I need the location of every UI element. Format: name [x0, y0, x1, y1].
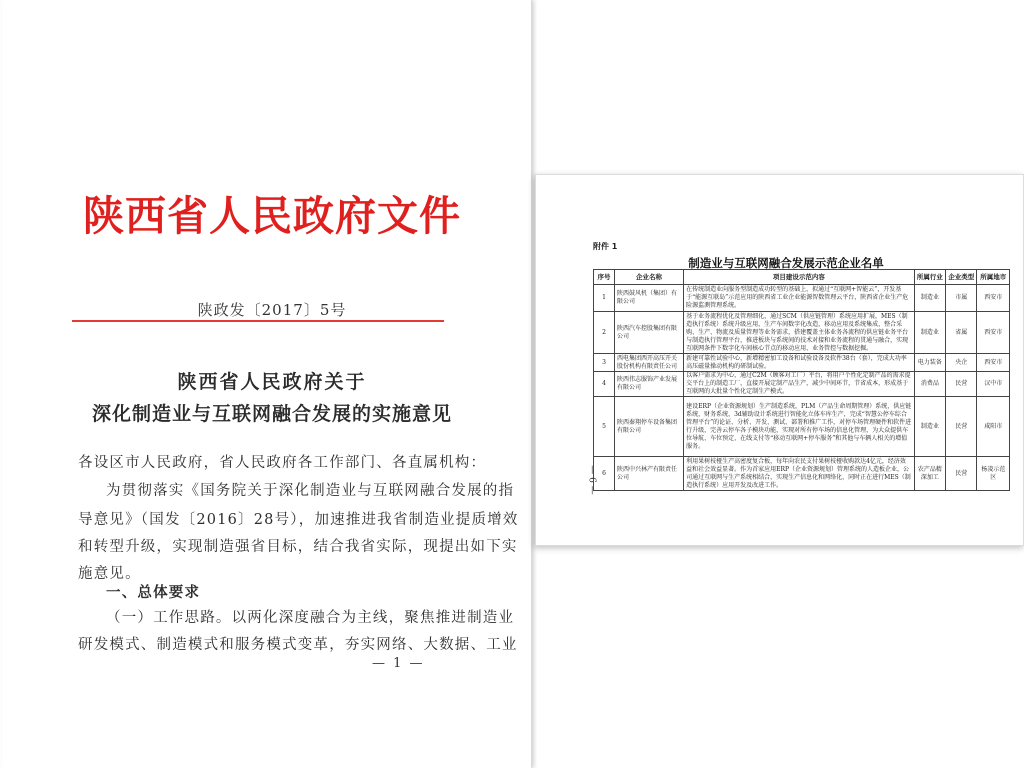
cell-city: 汉中市: [977, 372, 1010, 397]
cell-number: 2: [594, 312, 615, 354]
section-heading: 一、总体要求: [106, 584, 201, 601]
body-line: 各设区市人民政府，省人民政府各工作部门、各直属机构：: [78, 455, 487, 471]
document-title-line2: 深化制造业与互联网融合发展的实施意见: [91, 403, 452, 425]
table-row: [594, 354, 1010, 372]
body-line: 导意见》（国发〔2016〕28号），加速推进我省制造业提质增效: [78, 512, 519, 528]
header-cell: 企业类型: [946, 270, 977, 285]
document-title-line1: 陕西省人民政府关于: [177, 371, 367, 393]
header-cell: 所属行业: [914, 270, 945, 285]
cell-number: 4: [594, 372, 615, 397]
cell-number: 1: [594, 285, 615, 312]
cell-type: 央企: [946, 354, 977, 372]
cell-city: 西安市: [977, 285, 1010, 312]
cell-type: 民营: [946, 457, 977, 491]
cell-number: 5: [594, 397, 615, 457]
cell-industry: 农产品精深加工: [914, 457, 945, 491]
cell-industry: 制造业: [914, 312, 945, 354]
company-table: [593, 269, 1010, 491]
cell-industry: 电力装备: [914, 354, 945, 372]
side-page-number: — 6 —: [586, 465, 597, 495]
document-page-left: [2, 0, 532, 768]
table-row: [594, 457, 1010, 491]
cell-industry: 制造业: [914, 397, 945, 457]
cell-city: 杨凌示范区: [977, 457, 1010, 491]
table-title: 制造业与互联网融合发展示范企业名单: [688, 256, 884, 270]
table-row: [594, 285, 1010, 312]
cell-content: 新建可靠性试验中心，新增精密加工设备和试验设备及软件38台（套），完成大功率高压磁量操动机构的研制试验。: [684, 354, 915, 372]
cell-industry: 制造业: [914, 285, 945, 312]
table-row: [594, 372, 1010, 397]
header-cell: 项目建设示范内容: [684, 270, 915, 285]
header-cell: 企业名称: [614, 270, 683, 285]
cell-number: 3: [594, 354, 615, 372]
cell-company: 陕西秦翔停车设备集团有限公司: [614, 397, 683, 457]
document-number: 陕政发〔2017〕5号: [197, 301, 347, 319]
table-row: [594, 397, 1010, 457]
cell-content: 建设ERP（企业资源规划）生产制造系统，PLM（产品生命周期管理）系统，供应链系统，财务系统，3d辅助设计系统进行智能化立体车库生产，完成“智慧公停车综合管理平台”的论证、分析、开发、测试、部署和推广工作，对停车场管理硬件和软件进行升级，完善云停车各子模块功能，实现对所有停车场的信息化管理，为大众提供车位导航、车位预定、在线支付等“移动互联网+停车服务”和其他与车辆人相关的增值服务。: [684, 397, 915, 457]
cell-type: 市属: [946, 285, 977, 312]
cell-content: 在传统制造业向服务型制造成功转型的基础上，拟通过“互联网+智能云”，开发基于“能源互联岛”示范应用的陕西省工业企业能源智数管理云平台，陕西省企业生产危险源监测管理系统。: [684, 285, 915, 312]
document-page-right: [535, 174, 1024, 546]
body-line: 和转型升级，实现制造强省目标，结合我省实际，现提出如下实: [78, 539, 518, 555]
cell-type: 省属: [946, 312, 977, 354]
cell-city: 西安市: [977, 354, 1010, 372]
body-line: 研发模式、制造模式和服务模式变革，夯实网络、大数据、工业: [78, 637, 518, 653]
cell-content: 利用果树枝桠生产高密度复合板，每年向农民支付果树枝桠收购款达4亿元，经济效益和社会效益显著。作为首家应用ERP（企业资源规划）管理系统的人造板企业，公司通过互联网与生产系统相结合，实现生产信息化和网络化，同时正在进行MES（制造执行系统）应用开发及改进工作。: [684, 457, 915, 491]
cell-type: 民营: [946, 397, 977, 457]
cell-company: 陕西汽车控股集团有限公司: [614, 312, 683, 354]
cell-company: 西电集团西开高压开关股份机构有限责任公司: [614, 354, 683, 372]
annex-label: 附件 1: [593, 242, 618, 251]
body-line: 为贯彻落实《国务院关于深化制造业与互联网融合发展的指: [106, 483, 515, 499]
document-header: 陕西省人民政府文件: [83, 192, 461, 240]
table-row: [594, 312, 1010, 354]
red-divider: [72, 320, 444, 322]
header-cell: 序号: [594, 270, 615, 285]
cell-company: 陕西鼓风机（集团）有限公司: [614, 285, 683, 312]
cell-city: 咸阳市: [977, 397, 1010, 457]
cell-content: 以客户需求为中心，通过C2M（顾客对工厂）平台，将用户个性化定制产品的需求提交平台上的制造工厂，直接开展定制产品生产，减少中间环节，节省成本，形成基于互联网的大批量个性化定制生产模式。: [684, 372, 915, 397]
header-cell: 所属地市: [977, 270, 1010, 285]
table-header-row: [594, 270, 1010, 285]
cell-number: 6: [594, 457, 615, 491]
cell-company: 陕西伟志服饰产业发展有限公司: [614, 372, 683, 397]
body-line: 施意见。: [78, 566, 141, 582]
cell-company: 陕西中兴林产有限责任公司: [614, 457, 683, 491]
body-line: （一）工作思路。以两化深度融合为主线，聚焦推进制造业: [106, 610, 515, 626]
cell-content: 基于业务流程优化及管理细化，通过SCM（供应链管理）系统应用扩展，MES（制造执行系统）系统升级应用，生产车间数字化改造，移动应用及系统集成，整合采购、生产、物流及质量管理等业务需求，搭建覆盖主体业务各流程的供应链业务平台与制造执行管理平台，推进板块与系统间的技术对接和业务流程的贯通与融合，实现互联网条件下数字化车间核心节点的移动应用、业务管控与数据挖掘。: [684, 312, 915, 354]
cell-city: 西安市: [977, 312, 1010, 354]
cell-industry: 消费品: [914, 372, 945, 397]
page-number: — 1 —: [372, 656, 425, 671]
cell-type: 民营: [946, 372, 977, 397]
